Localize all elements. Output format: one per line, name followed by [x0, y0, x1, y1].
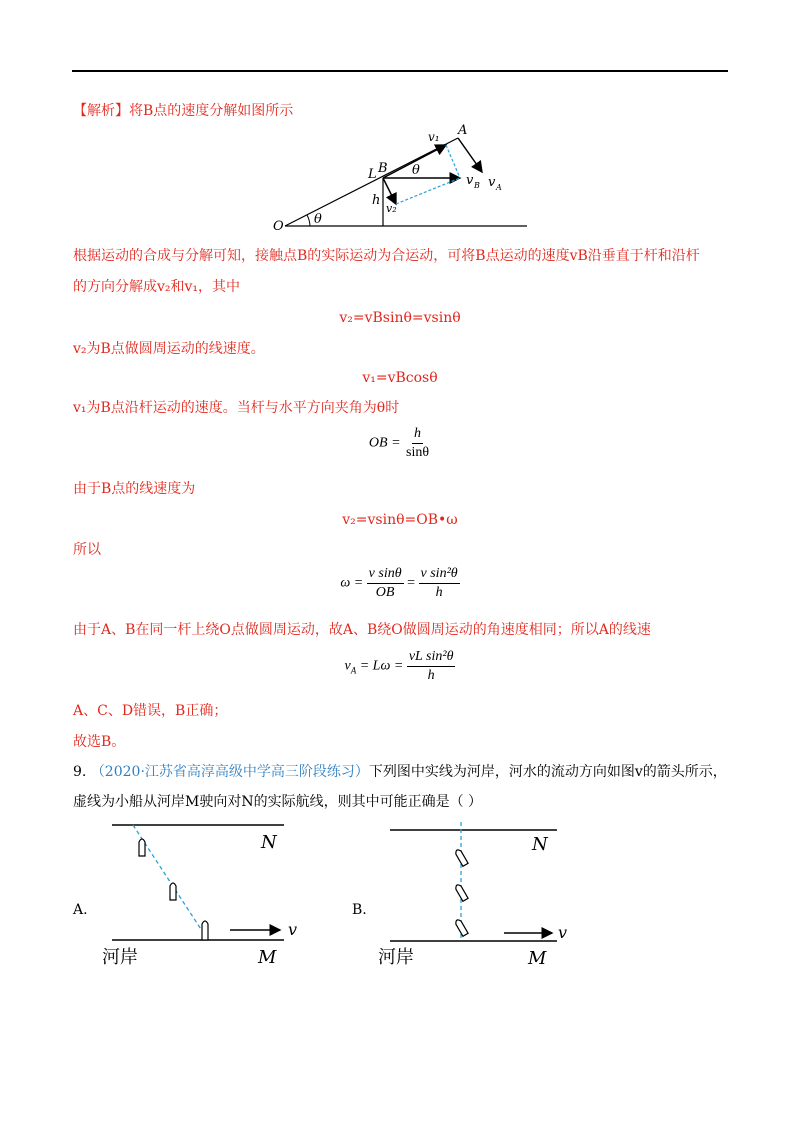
equation-3-denominator: sinθ [406, 445, 430, 460]
equation-6-middle: = Lω = [359, 658, 404, 674]
analysis-intro [73, 101, 293, 121]
label-vA: v [488, 175, 496, 190]
option-b-top-label: N [532, 834, 548, 855]
option-b-boat-1 [454, 849, 468, 867]
option-a-boat-1 [139, 839, 145, 856]
equation-5-fraction-1 [367, 565, 404, 602]
label-theta-top: θ [412, 163, 420, 178]
option-a-top-label: N [261, 832, 277, 853]
option-b-flow-label: v [558, 923, 568, 942]
question-9-line-1 [73, 762, 727, 782]
paragraph-1-line-2: 的方向分解成v₂和v₁，其中 [73, 279, 241, 295]
equation-6-fraction [407, 648, 456, 685]
paragraph-5: 所以 [73, 542, 101, 558]
option-a-boat-3 [202, 921, 208, 940]
equation-5-numerator-1: v sinθ [367, 565, 404, 584]
equation-3 [0, 425, 800, 462]
question-text-1: 下列图中实线为河岸，河水的流动方向如图v的箭头所示， [368, 764, 727, 780]
option-a-letter: A. [73, 902, 88, 918]
question-9-line-2: 虚线为小船从河岸M驶向对N的实际航线，则其中可能正确是（ ） [73, 794, 483, 810]
header-rule [72, 70, 728, 72]
paragraph-6: 由于A、B在同一杆上绕O点做圆周运动，故A、B绕O做圆周运动的角速度相同；所以A的线速 [73, 622, 651, 638]
analysis-intro-text: 将B点的速度分解如图所示 [129, 103, 294, 119]
label-B: B [378, 161, 388, 176]
label-v2: v₂ [386, 202, 397, 215]
equation-3-numerator: h [412, 425, 423, 444]
equation-3-fraction [404, 425, 431, 462]
label-vB-sub: B [474, 181, 480, 190]
equation-5-equals: = [407, 575, 416, 591]
equation-5-fraction-2 [419, 565, 460, 602]
label-v1: v₁ [428, 130, 440, 144]
equation-4: v₂=vsinθ=OB•ω [342, 512, 458, 528]
equation-6 [0, 648, 800, 685]
theta-arc [307, 215, 310, 226]
paragraph-3: v₁为B点沿杆运动的速度。当杆与水平方向夹角为θ时 [73, 400, 400, 416]
paragraph-8: 故选B。 [73, 734, 126, 750]
velocity-decomposition-diagram [270, 120, 540, 235]
label-h: h [372, 193, 381, 208]
equation-5-lhs: ω = [340, 575, 364, 591]
option-a-flow-label: v [288, 920, 298, 939]
equation-5-denominator-1: OB [375, 585, 395, 600]
option-b-letter: B. [352, 902, 367, 918]
paragraph-2: v₂为B点做圆周运动的线速度。 [73, 341, 265, 357]
option-b-boat-2 [454, 884, 468, 902]
option-a-bottom-label: M [258, 947, 277, 968]
equation-2: v₁=vBcosθ [362, 370, 438, 386]
option-a-boat-2 [170, 883, 176, 900]
paragraph-4: 由于B点的线速度为 [73, 481, 196, 497]
vA-arrow [458, 138, 482, 172]
question-source: （2020·江苏省高淳高级中学高三阶段练习） [90, 764, 369, 780]
equation-5-numerator-2: v sin²θ [419, 565, 460, 584]
option-b-diagram [374, 822, 574, 972]
label-theta: θ [314, 212, 322, 227]
question-number: 9. [73, 764, 87, 780]
option-b-boat-3 [454, 919, 468, 937]
equation-6-denominator: h [427, 668, 435, 683]
rod-line [285, 138, 458, 226]
option-b-bank-label: 河岸 [378, 947, 414, 968]
equation-6-subscript: A [350, 665, 357, 676]
option-a-bank-label: 河岸 [102, 947, 138, 968]
v2-arrow [383, 178, 396, 204]
label-vB: v [466, 173, 474, 188]
option-b-bottom-label: M [528, 948, 547, 969]
equation-6-lhs: v [344, 658, 351, 674]
dashed-v2-to-vB [396, 178, 460, 204]
equation-1: v₂=vBsinθ=vsinθ [339, 310, 461, 326]
label-A: A [458, 123, 468, 138]
equation-3-lhs: OB = [368, 435, 401, 451]
equation-5-denominator-2: h [435, 585, 443, 600]
equation-5 [0, 565, 800, 602]
equation-6-numerator: vL sin²θ [407, 648, 456, 667]
label-O: O [273, 219, 284, 234]
dashed-v1-to-vB [446, 145, 460, 178]
paragraph-1-line-1: 根据运动的合成与分解可知，接触点B的实际运动为合运动，可将B点运动的速度vB沿垂直于杆和沿杆 [73, 248, 700, 264]
label-L: L [368, 167, 377, 182]
paragraph-7: A、C、D错误，B正确； [73, 703, 228, 719]
analysis-label: 【解析】 [73, 103, 129, 119]
label-vA-sub: A [496, 183, 502, 192]
option-a-diagram [98, 818, 310, 970]
